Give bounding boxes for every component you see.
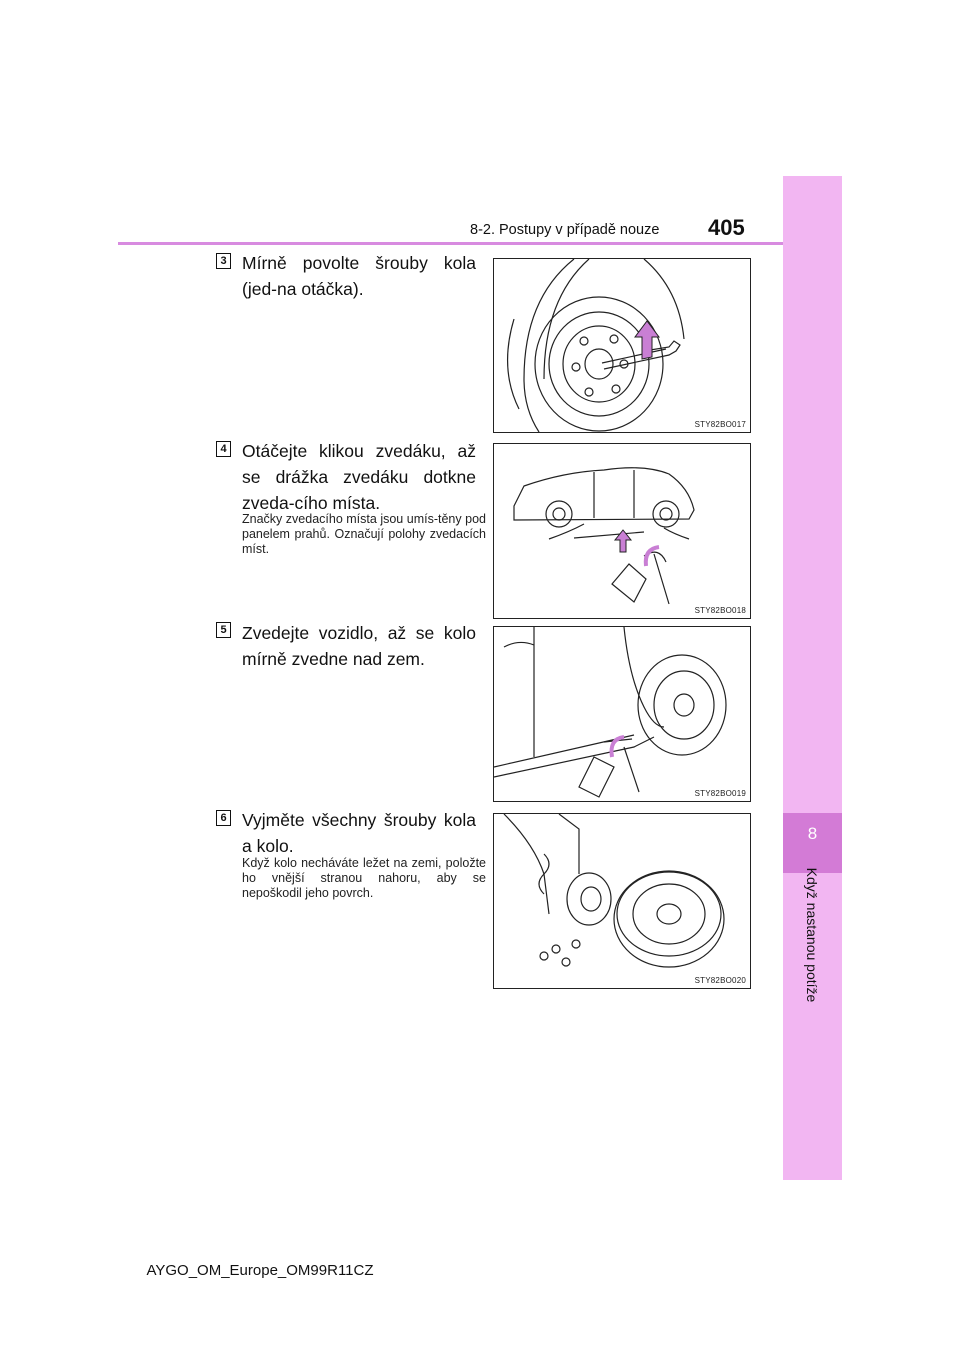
step-4-note: Značky zvedacího místa jsou umís-těny pod panelem prahů. Označují polohy zvedacích míst. (242, 512, 486, 556)
figure-raise-vehicle (493, 626, 751, 802)
wheel-wrench-illustration (494, 259, 750, 432)
figure-jack-point (493, 443, 751, 619)
removed-wheel-illustration (494, 814, 750, 988)
figure-code: STY82BO018 (694, 606, 746, 615)
step-3-text: Mírně povolte šrouby kola (jed-na otáčka). (242, 253, 476, 299)
figure-code: STY82BO019 (694, 789, 746, 798)
figure-code: STY82BO017 (694, 420, 746, 429)
step-6-note: Když kolo necháváte ležet na zemi, položte ho vnější stranou nahoru, aby se nepoškodil jeho povrch. (242, 856, 486, 900)
chapter-side-tab (783, 176, 842, 1180)
chapter-number: 8 (807, 824, 818, 843)
step-6-text: Vyjměte všechny šrouby kola a kolo. (242, 810, 476, 856)
document-id: AYGO_OM_Europe_OM99R11CZ (146, 1262, 374, 1279)
figure-code: STY82BO020 (694, 976, 746, 985)
step-number-5: 5 (216, 622, 231, 638)
page-number: 405 (708, 215, 745, 240)
header-divider (118, 242, 783, 245)
figure-loosen-wheel-nuts (493, 258, 751, 433)
step-number-6: 6 (216, 810, 231, 826)
step-5-text: Zvedejte vozidlo, až se kolo mírně zvedne nad zem. (242, 623, 476, 669)
car-jack-illustration (494, 444, 750, 618)
figure-remove-wheel (493, 813, 751, 989)
chapter-title: Když nastanou potíže (804, 867, 820, 1003)
step-number-4: 4 (216, 441, 231, 457)
section-title: 8-2. Postupy v případě nouze (470, 222, 660, 238)
raised-car-illustration (494, 627, 750, 801)
step-4-text: Otáčejte klikou zvedáku, až se drážka zvedáku dotkne zveda-cího místa. (242, 441, 476, 513)
step-number-3: 3 (216, 253, 231, 269)
